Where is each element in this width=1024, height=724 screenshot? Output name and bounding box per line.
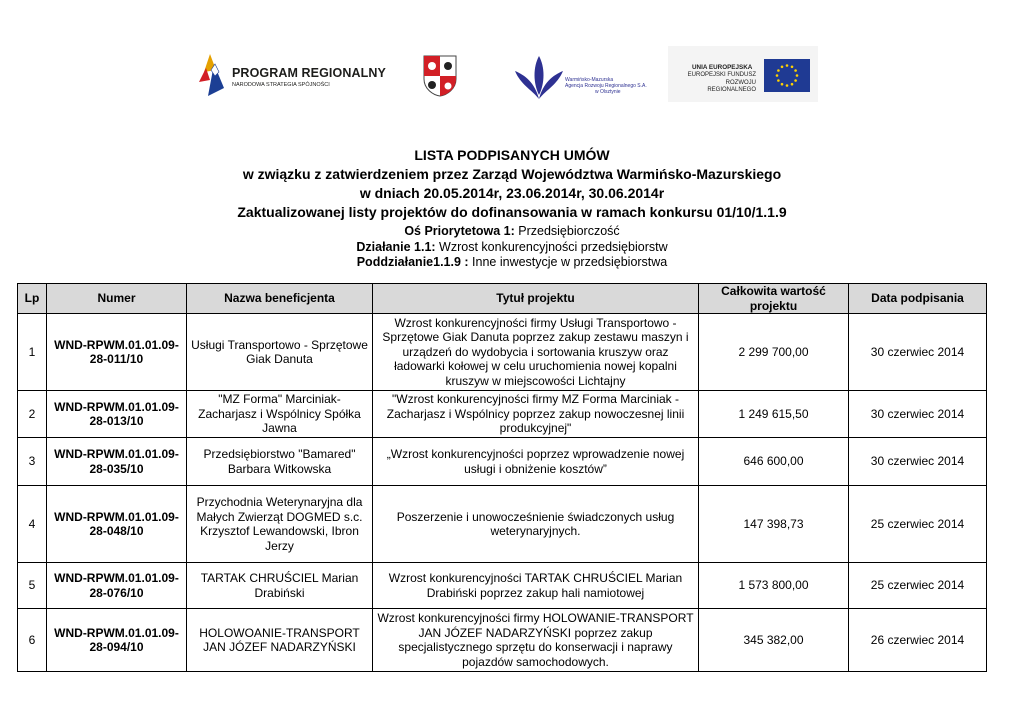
program-regionalny-emblem-icon bbox=[196, 50, 232, 102]
program-regionalny-subtitle: NARODOWA STRATEGIA SPÓJNOŚCI bbox=[232, 82, 330, 88]
table-row bbox=[18, 391, 987, 438]
cell-tytul: Wzrost konkurencyjności firmy Usługi Transportowo - Sprzętowe Giak Danuta poprzez zakup zestawu maszyn i urządzeń do wydobycia i sortowania kruszyw oraz ładowarki kołowej w celu uruchomienia nowej kopalni kruszyw w miejscowości Lichtajny bbox=[373, 314, 699, 391]
sub-action: Poddziałanie1.1.9 : Inne inwestycje w przedsiębiorstwa bbox=[356, 255, 668, 269]
table-row bbox=[18, 314, 987, 391]
cell-tytul: Wzrost konkurencyjności TARTAK CHRUŚCIEL Marian Drabiński poprzez zakup hali namiotowej bbox=[373, 563, 699, 609]
header-lp: Lp bbox=[18, 284, 47, 314]
cell-beneficjent: Przedsiębiorstwo "Bamared" Barbara Witkowska bbox=[187, 438, 373, 486]
cell-wartosc: 2 299 700,00 bbox=[699, 314, 849, 391]
cell-beneficjent: "MZ Forma" Marciniak-Zacharjasz i Wspólnicy Spółka Jawna bbox=[187, 391, 373, 438]
cell-data: 25 czerwiec 2014 bbox=[849, 486, 987, 563]
agency-name: Warmińsko-Mazurska Agencja Rozwoju Regionalnego S.A. w Olsztynie bbox=[565, 77, 647, 95]
voivodeship-coat-of-arms bbox=[423, 55, 457, 97]
document-heading bbox=[0, 146, 1024, 271]
cell-wartosc: 1 573 800,00 bbox=[699, 563, 849, 609]
cell-lp: 1 bbox=[18, 314, 47, 391]
cell-wartosc: 147 398,73 bbox=[699, 486, 849, 563]
cell-data: 25 czerwiec 2014 bbox=[849, 563, 987, 609]
table-row bbox=[18, 486, 987, 563]
cell-numer: WND-RPWM.01.01.09-28-011/10 bbox=[47, 314, 187, 391]
cell-numer: WND-RPWM.01.01.09-28-035/10 bbox=[47, 438, 187, 486]
cell-beneficjent: TARTAK CHRUŚCIEL Marian Drabiński bbox=[187, 563, 373, 609]
cell-data: 26 czerwiec 2014 bbox=[849, 609, 987, 672]
cell-numer: WND-RPWM.01.01.09-28-076/10 bbox=[47, 563, 187, 609]
cell-tytul: Wzrost konkurencyjności firmy HOLOWANIE-TRANSPORT JAN JÓZEF NADARZYŃSKI poprzez zakup specjalistycznego sprzętu do konserwacji i naprawy pojazdów samochodowych. bbox=[373, 609, 699, 672]
action: Działanie 1.1: Wzrost konkurencyjności przedsiębiorstw bbox=[356, 239, 668, 254]
cell-lp: 4 bbox=[18, 486, 47, 563]
cell-beneficjent: Przychodnia Weterynaryjna dla Małych Zwierząt DOGMED s.c. Krzysztof Lewandowski, Ibron Jerzy bbox=[187, 486, 373, 563]
cell-lp: 5 bbox=[18, 563, 47, 609]
program-regionalny-logo bbox=[196, 50, 386, 102]
header-data: Data podpisania bbox=[849, 284, 987, 314]
cell-numer: WND-RPWM.01.01.09-28-048/10 bbox=[47, 486, 187, 563]
table-row bbox=[18, 438, 987, 486]
cell-lp: 6 bbox=[18, 609, 47, 672]
cell-wartosc: 646 600,00 bbox=[699, 438, 849, 486]
cell-lp: 3 bbox=[18, 438, 47, 486]
cell-beneficjent: HOLOWOANIE-TRANSPORT JAN JÓZEF NADARZYŃSKI bbox=[187, 609, 373, 672]
cell-tytul: "Wzrost konkurencyjności firmy MZ Forma Marciniak - Zacharjasz i Wspólnicy poprzez zakup nowoczesnej linii produkcyjnej" bbox=[373, 391, 699, 438]
cell-wartosc: 1 249 615,50 bbox=[699, 391, 849, 438]
eu-fund-name: EUROPEJSKI FUNDUSZ ROZWOJU REGIONALNEGO bbox=[687, 72, 756, 93]
agency-emblem-icon bbox=[513, 55, 565, 100]
header-numer: Numer bbox=[47, 284, 187, 314]
header-tytul: Tytuł projektu bbox=[373, 284, 699, 314]
heading-dates: w dniach 20.05.2014r, 23.06.2014r, 30.06.2014r bbox=[359, 185, 665, 201]
eu-title: UNIA EUROPEJSKA bbox=[692, 64, 753, 71]
cell-tytul: „Wzrost konkurencyjności poprzez wprowadzenie nowej usługi i obniżenie kosztów” bbox=[373, 438, 699, 486]
cell-data: 30 czerwiec 2014 bbox=[849, 438, 987, 486]
cell-numer: WND-RPWM.01.01.09-28-013/10 bbox=[47, 391, 187, 438]
document-title: LISTA PODPISANYCH UMÓW bbox=[414, 147, 610, 163]
agency-logo bbox=[513, 55, 647, 100]
table-row bbox=[18, 563, 987, 609]
cell-tytul: Poszerzenie i unowocześnienie świadczonych usług weterynaryjnych. bbox=[373, 486, 699, 563]
cell-data: 30 czerwiec 2014 bbox=[849, 391, 987, 438]
cell-beneficjent: Usługi Transportowo - Sprzętowe Giak Danuta bbox=[187, 314, 373, 391]
table-row bbox=[18, 609, 987, 672]
priority-axis: Oś Priorytetowa 1: Przedsiębiorczość bbox=[404, 224, 620, 238]
cell-numer: WND-RPWM.01.01.09-28-094/10 bbox=[47, 609, 187, 672]
heading-line-2: w związku z zatwierdzeniem przez Zarząd Województwa Warmińsko-Mazurskiego bbox=[242, 166, 782, 182]
cell-lp: 2 bbox=[18, 391, 47, 438]
header-beneficjent: Nazwa beneficjenta bbox=[187, 284, 373, 314]
signed-contracts-table bbox=[17, 283, 987, 672]
coat-of-arms-icon bbox=[423, 55, 457, 97]
heading-contest: Zaktualizowanej listy projektów do dofinansowania w ramach konkursu 01/10/1.1.9 bbox=[237, 204, 787, 220]
cell-wartosc: 345 382,00 bbox=[699, 609, 849, 672]
program-regionalny-title: PROGRAM REGIONALNY bbox=[232, 66, 386, 80]
table-header-row bbox=[18, 284, 987, 314]
eu-flag-icon bbox=[764, 59, 810, 92]
eu-logo bbox=[668, 46, 818, 102]
cell-data: 30 czerwiec 2014 bbox=[849, 314, 987, 391]
header-wartosc: Całkowita wartość projektu bbox=[699, 284, 849, 314]
